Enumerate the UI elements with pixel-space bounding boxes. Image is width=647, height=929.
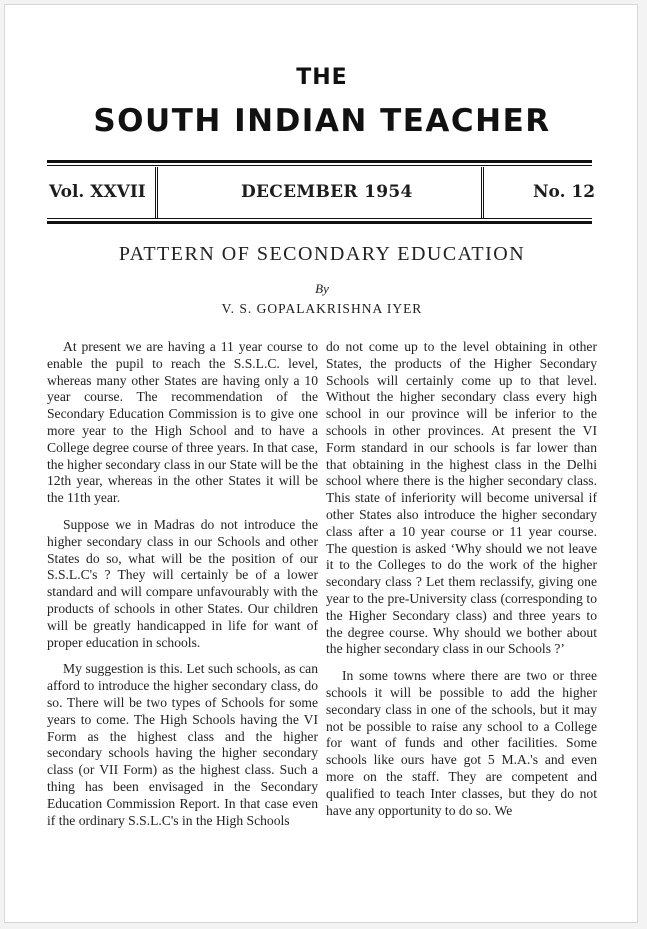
paragraph: Suppose we in Madras do not introduce the higher secondary class in our Schools and other States do so, what will be the position of our S.S.L.C's ? They will certainly be of a lower standard and will compare unfavourably with the products of schools in other States. Our children will be greatly handicapped in life for want of proper education in schools. — [47, 516, 318, 650]
journal-page — [4, 4, 638, 923]
top-rule-thick — [47, 160, 592, 163]
paragraph: In some towns where there are two or three schools it will be possible to add the higher secondary class in one of the schools, but it may not be possible to raise any school to a College for want of funds and other facilities. Some schools like ours have got 5 M.A.'s and even more on the staff. They are competent and qualified to teach Inter classes, but they do not have any opportunity to do so. We — [326, 668, 597, 818]
article-author: V. S. GOPALAKRISHNA IYER — [221, 301, 423, 316]
paragraph: My suggestion is this. Let such schools, as can afford to introduce the higher secondary class, do so. There will be two types of Schools for some years to come. The High Schools having the VI Form as the highest class and the higher secondary schools having the higher secondary class (or VII Form) as the highest class. Such a thing has been envisaged in the Secondary Education Commission Report. In that case even if the ordinary S.S.L.C's in the High Schools — [47, 661, 318, 828]
issue-divider-left — [155, 167, 158, 218]
top-rule-thin — [47, 165, 592, 166]
paragraph: At present we are having a 11 year course to enable the pupil to reach the S.S.L.C. level, whereas many other States are having only a 10 year course. The recommendation of the Secondary Education Commission is to give one more year to the High School and to have a College degree course of three years. In that case, the higher secondary class in our State will be the 12th year, whereas in the other States it will be the 11th year. — [47, 339, 318, 506]
article-title: PATTERN OF SECONDARY EDUCATION — [118, 243, 526, 265]
left-column — [47, 339, 318, 839]
byline-by: By — [315, 281, 329, 296]
issue-number: No. 12 — [533, 182, 596, 202]
issue-date: DECEMBER 1954 — [241, 182, 413, 202]
right-column — [326, 339, 597, 829]
bottom-rule-thin — [47, 218, 592, 219]
issue-divider-right — [481, 167, 484, 218]
masthead-the: THE — [296, 65, 348, 90]
paragraph: do not come up to the level obtaining in other States, the products of the Higher Secondary Schools will certainly come up to that level. Without the higher secondary class every high school in our province will be inferior to the schools in other provinces. At present the VI Form standard in our schools is far lower than that obtaining in the highest class in the Delhi school where there is the higher secondary class. This state of inferiority will become universal if other States also introduce the higher secondary class after a 10 year course or 11 year course. The question is asked ‘Why should we not leave it to the Colleges to do the work of the higher secondary class ? Let them reclassify, giving one year to the pre-University class (corresponding to the Higher Secondary class) and three years to the degree course. Why should we bother about the higher secondary class in our Schools ?’ — [326, 339, 597, 657]
volume-number: Vol. XXVII — [49, 182, 146, 202]
masthead-title: SOUTH INDIAN TEACHER — [93, 103, 551, 139]
bottom-rule-thick — [47, 221, 592, 224]
